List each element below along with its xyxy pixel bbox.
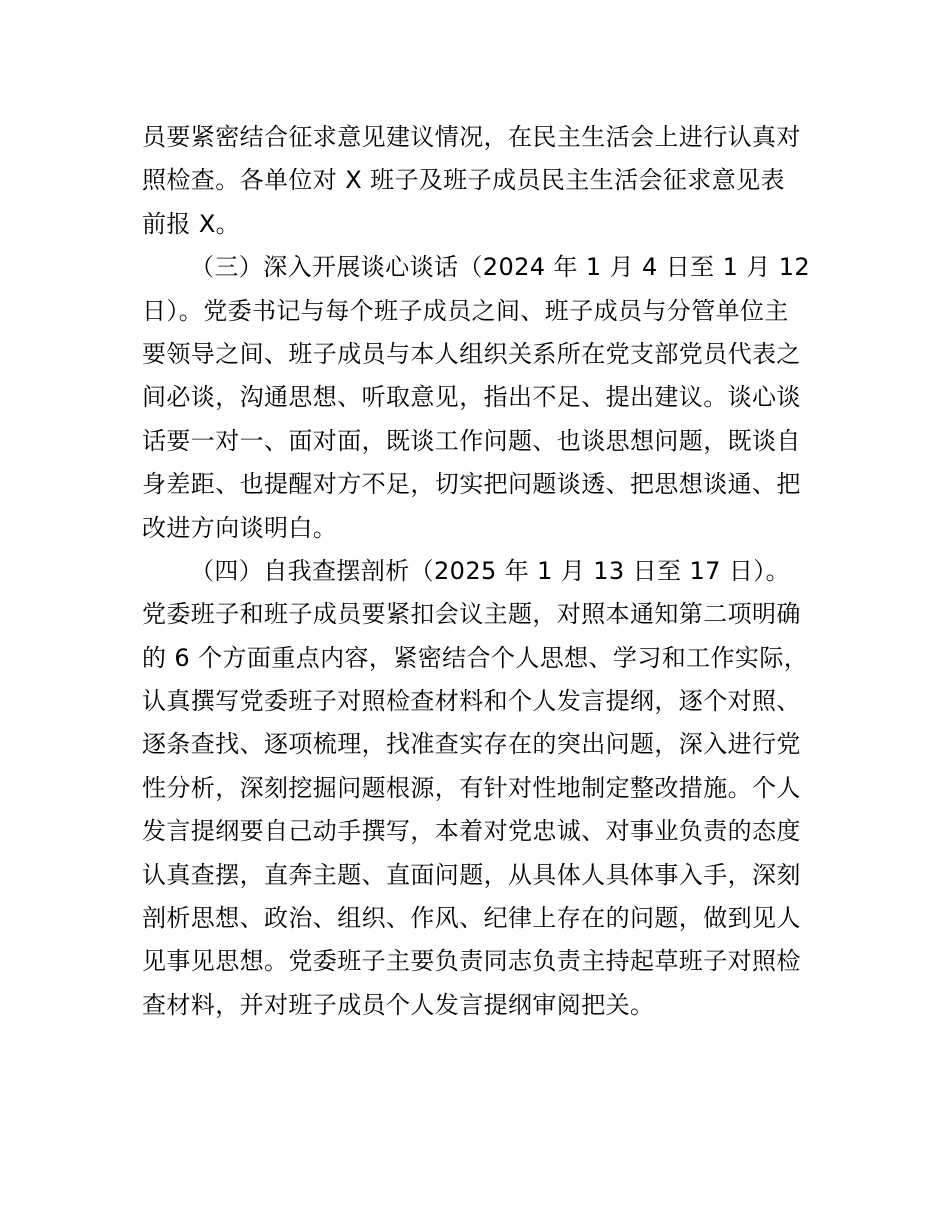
text-line: 话要一对一、面对面，既谈工作问题、也谈思想问题，既谈自: [142, 426, 801, 455]
text-line: 见事见思想。党委班子主要负责同志负责主持起草班子对照检: [142, 947, 801, 976]
text-line: 发言提纲要自己动手撰写，本着对党忠诚、对事业负责的态度: [142, 817, 801, 846]
document-body: [142, 116, 832, 1027]
text-line: 的 6 个方面重点内容，紧密结合个人思想、学习和工作实际，: [142, 643, 809, 672]
section-heading-line: （三）深入开展谈心谈话（2024 年 1 月 4 日至 1 月 12: [190, 253, 811, 282]
text-line: 剖析思想、政治、组织、作风、纪律上存在的问题，做到见人: [142, 904, 801, 933]
section-heading-line: （四）自我查摆剖析（2025 年 1 月 13 日至 17 日）。: [190, 556, 791, 585]
text-line: 要领导之间、班子成员与本人组织关系所在党支部党员代表之: [142, 339, 801, 368]
text-line: 身差距、也提醒对方不足，切实把问题谈透、把思想谈通、把: [142, 470, 801, 499]
text-line: 查材料，并对班子成员个人发言提纲审阅把关。: [142, 990, 655, 1019]
text-line: 改进方向谈明白。: [142, 513, 338, 542]
text-line: 逐条查找、逐项梳理，找准查实存在的突出问题，深入进行党: [142, 730, 801, 759]
text-line: 员要紧密结合征求意见建议情况，在民主生活会上进行认真对: [142, 123, 801, 151]
text-line: 性分析，深刻挖掘问题根源，有针对性地制定整改措施。个人: [142, 773, 801, 802]
text-line: 认真撰写党委班子对照检查材料和个人发言提纲，逐个对照、: [142, 687, 801, 716]
text-line: 日）。党委书记与每个班子成员之间、班子成员与分管单位主: [142, 296, 789, 325]
text-line: 党委班子和班子成员要紧扣会议主题，对照本通知第二项明确: [142, 600, 801, 629]
text-line: 前报 X。: [142, 209, 241, 238]
text-line: 间必谈，沟通思想、听取意见，指出不足、提出建议。谈心谈: [142, 383, 801, 412]
text-line: 认真查摆，直奔主题、直面问题，从具体人具体事入手，深刻: [142, 860, 801, 889]
text-line: 照检查。各单位对 X 班子及班子成员民主生活会征求意见表: [142, 166, 785, 195]
